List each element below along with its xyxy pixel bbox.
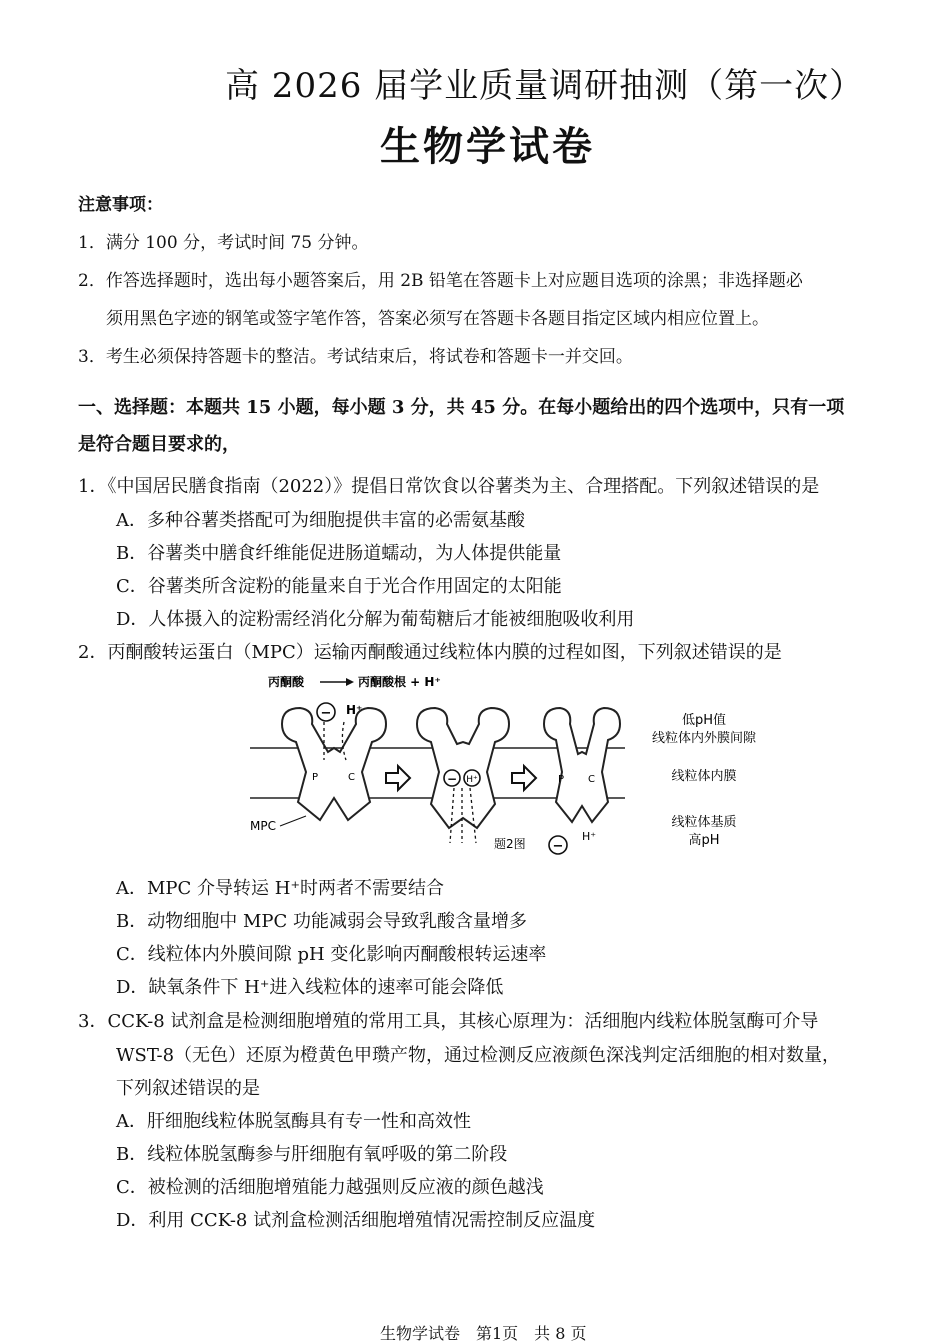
mpc-protein-occluded bbox=[417, 708, 509, 828]
notice-item: 2．作答选择题时，选出每小题答案后，用 2B 铅笔在答题卡上对应题目选项的涂黑；非选择题必 bbox=[78, 271, 803, 291]
label-high-ph: 高pH bbox=[688, 833, 720, 848]
question-2-option-d: D．缺氧条件下 H⁺进入线粒体的速率可能会降低 bbox=[116, 977, 504, 998]
question-3-option-c: C．被检测的活细胞增殖能力越强则反应液的颜色越浅 bbox=[116, 1177, 544, 1198]
question-1-option-a: A．多种谷薯类搭配可为细胞提供丰富的必需氨基酸 bbox=[116, 510, 525, 531]
transition-arrow-icon bbox=[512, 766, 536, 790]
question-1-option-d: D．人体摄入的淀粉需经消化分解为葡萄糖后才能被细胞吸收利用 bbox=[116, 609, 635, 630]
figure-caption: 题2图 bbox=[494, 837, 526, 851]
question-1-stem: 1．《中国居民膳食指南（2022）》提倡日常饮食以谷薯类为主、合理搭配。下列叙述错误的是 bbox=[78, 476, 820, 497]
question-3-option-b: B．线粒体脱氢酶参与肝细胞有氧呼吸的第二阶段 bbox=[116, 1144, 508, 1165]
question-1-option-c: C．谷薯类所含淀粉的能量来自于光合作用固定的太阳能 bbox=[116, 576, 562, 597]
transition-arrow-icon bbox=[386, 766, 410, 790]
reaction-left-label: 丙酮酸 bbox=[268, 675, 305, 689]
notice-item: 1．满分 100 分，考试时间 75 分钟。 bbox=[78, 233, 369, 253]
site-marker: P bbox=[558, 774, 565, 785]
question-3-option-a: A．肝细胞线粒体脱氢酶具有专一性和高效性 bbox=[116, 1111, 471, 1132]
label-low-ph: 低pH值 bbox=[681, 713, 727, 728]
notice-heading: 注意事项： bbox=[78, 195, 163, 215]
site-marker: C bbox=[348, 772, 355, 783]
question-2-option-b: B．动物细胞中 MPC 功能减弱会导致乳酸含量增多 bbox=[116, 911, 527, 932]
site-marker: P bbox=[312, 772, 319, 783]
minus-ion-label: − bbox=[552, 839, 564, 854]
exam-title: 高 2026 届学业质量调研抽测（第一次） bbox=[225, 66, 865, 106]
label-intermembrane-space: 线粒体内外膜间隙 bbox=[651, 731, 757, 746]
question-3-stem-cont: 下列叙述错误的是 bbox=[116, 1078, 260, 1099]
section-heading-cont: 是符合题目要求的， bbox=[78, 434, 240, 455]
section-heading: 一、选择题：本题共 15 小题，每小题 3 分，共 45 分。在每小题给出的四个选项中，只有一项 bbox=[78, 397, 845, 418]
notice-item: 3．考生必须保持答题卡的整洁。考试结束后，将试卷和答题卡一并交回。 bbox=[78, 347, 633, 367]
question-2-stem: 2．丙酮酸转运蛋白（MPC）运输丙酮酸通过线粒体内膜的过程如图，下列叙述错误的是 bbox=[78, 642, 782, 663]
mpc-protein-outward bbox=[282, 708, 386, 820]
label-matrix: 线粒体基质 bbox=[671, 815, 737, 830]
label-mpc: MPC bbox=[250, 819, 276, 833]
h-plus-top-label: H⁺ bbox=[346, 703, 363, 717]
minus-ion-label: − bbox=[320, 706, 332, 721]
question-2-option-a: A．MPC 介导转运 H⁺时两者不需要结合 bbox=[116, 878, 444, 899]
label-inner-membrane: 线粒体内膜 bbox=[671, 769, 737, 784]
mpc-pointer-line bbox=[280, 816, 306, 826]
question-1-option-b: B．谷薯类中膳食纤维能促进肠道蠕动，为人体提供能量 bbox=[116, 543, 562, 564]
question-3-stem: 3．CCK-8 试剂盒是检测细胞增殖的常用工具，其核心原理为：活细胞内线粒体脱氢酶可介导 bbox=[78, 1011, 819, 1032]
mpc-protein-reset bbox=[544, 708, 620, 822]
h-plus-bottom-label: H⁺ bbox=[582, 830, 597, 843]
site-marker: C bbox=[588, 774, 595, 785]
h-plus-ion-label: H⁺ bbox=[466, 775, 478, 785]
reaction-right-label: 丙酮酸根 + H⁺ bbox=[358, 675, 441, 689]
page-footer: 生物学试卷 第1页 共 8 页 bbox=[380, 1324, 587, 1343]
minus-ion-label: − bbox=[446, 772, 458, 786]
notice-item: 须用黑色字迹的钢笔或签字笔作答，答案必须写在答题卡各题目指定区域内相应位置上。 bbox=[106, 309, 769, 329]
mpc-transport-figure bbox=[240, 668, 760, 863]
question-2-option-c: C．线粒体内外膜间隙 pH 变化影响丙酮酸根转运速率 bbox=[116, 944, 547, 965]
question-3-option-d: D．利用 CCK-8 试剂盒检测活细胞增殖情况需控制反应温度 bbox=[116, 1210, 596, 1231]
subject-title: 生物学试卷 bbox=[380, 124, 595, 170]
question-3-stem-cont: WST-8（无色）还原为橙黄色甲瓒产物，通过检测反应液颜色深浅判定活细胞的相对数量， bbox=[116, 1045, 841, 1066]
reaction-arrowhead bbox=[346, 678, 354, 686]
